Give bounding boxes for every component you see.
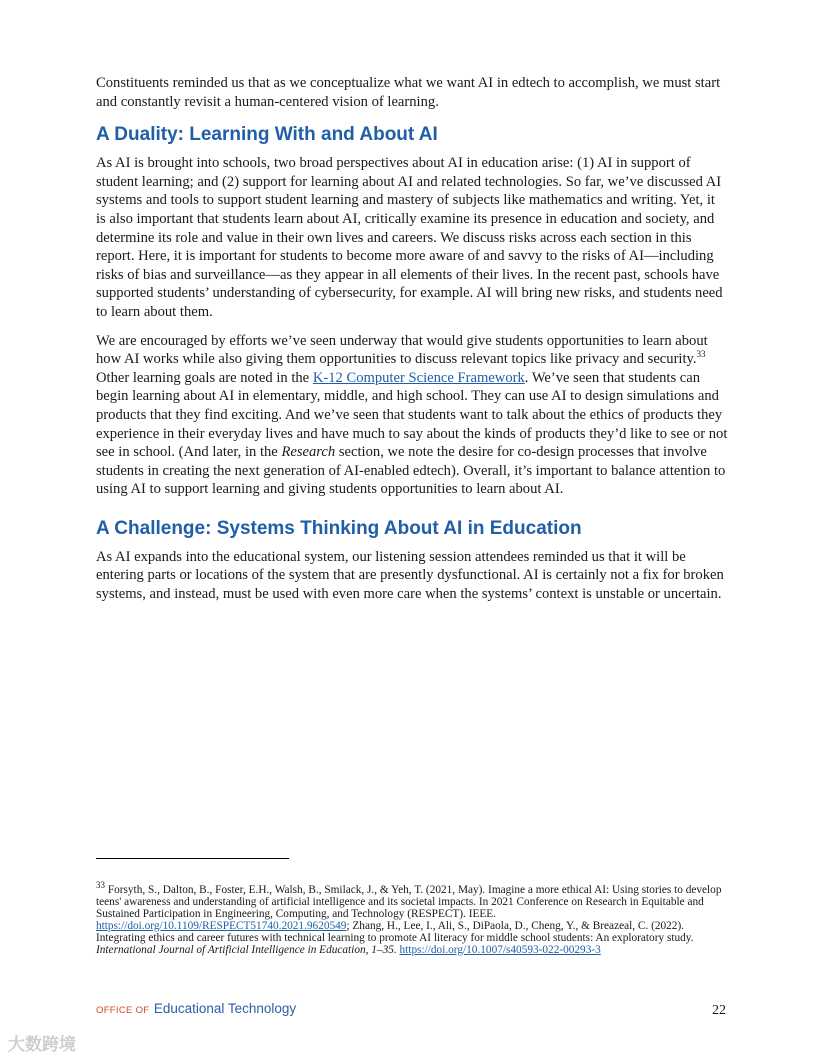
research-italic: Research xyxy=(281,444,336,461)
footnote-number: 33 xyxy=(96,880,105,891)
cs-framework-link[interactable]: K-12 Computer Science Framework xyxy=(312,369,525,386)
text: . We’ve seen that students can begin learning about AI in elementary, middle, and high school. They can use AI to design simulations and products that they find exciting. And we’ve seen that students want to talk about the ethics of products they experience in their everyday lives and have much to say about the kinds of products they’d like to see or not see in school. (And later, in the xyxy=(96,369,728,461)
text: Forsyth, S., Dalton, B., Foster, E.H., Walsh, B., Smilack, J., & Yeh, T. (2021, May). Imagine a more ethical AI: Using stories to develop teens' awareness and understanding of artificial intelligence and its societal impacts. In 2021 Conference on Research in Equitable and Sustained Participation in Engineering, Computing, and Technology (RESPECT). IEEE. xyxy=(96,884,722,920)
watermark: 大数跨境 xyxy=(8,1035,76,1055)
footer-name: Educational Technology xyxy=(153,1001,297,1016)
footer-office: OFFICE OF xyxy=(96,1005,150,1016)
intro-paragraph: Constituents reminded us that as we conceptualize what we want AI in edtech to accomplish, we must start and constantly revisit a human-centered vision of learning. xyxy=(96,75,721,110)
section-heading-duality: A Duality: Learning With and About AI xyxy=(96,124,438,146)
footnote-ref[interactable]: 33 xyxy=(696,349,706,360)
text: section, we note the desire for co-design processes that involve students in creating the next generation of AI-enabled edtech). Overall, it’s important to balance attention to using AI to support learning and giving students opportunities to learn about AI. xyxy=(96,444,726,498)
doi-link-2[interactable]: https://doi.org/10.1007/s40593-022-00293-3 xyxy=(399,943,601,956)
page-number: 22 xyxy=(712,1003,726,1018)
journal-title: International Journal of Artificial Intelligence in Education, 1–35. xyxy=(96,943,397,956)
challenge-paragraph: As AI expands into the educational system, our listening session attendees reminded us that it will be entering parts or locations of the system that are presently dysfunctional. AI is certainly not a fix for broken systems, and instead, must be used with even more care when the systems’ context is unstable or uncertain. xyxy=(96,548,724,603)
footnote-33 xyxy=(96,880,726,956)
footnote-divider xyxy=(96,858,289,859)
text: ; Zhang, H., Lee, I., Ali, S., DiPaola, D., Cheng, Y., & Breazeal, C. (2022). Integrating ethics and career futures with technical learning to promote AI literacy for middle school students: An exploratory study. xyxy=(96,919,694,944)
doi-link-1[interactable]: https://doi.org/10.1109/RESPECT51740.2021.9620549 xyxy=(96,919,347,932)
text: We are encouraged by efforts we’ve seen underway that would give students opportunities to learn about how AI works while also giving them opportunities to discuss relevant topics like privacy and security. xyxy=(96,332,708,368)
duality-paragraph-2 xyxy=(96,332,728,499)
section-heading-challenge: A Challenge: Systems Thinking About AI in Education xyxy=(96,517,582,539)
footer-logo xyxy=(96,1000,296,1018)
text: Other learning goals are noted in the xyxy=(96,369,313,386)
duality-paragraph-1: As AI is brought into schools, two broad perspectives about AI in education arise: (1) AI in support of student learning; and (2) support for learning about AI and related technologies. So far, we’ve discussed AI systems and tools to support student learning and mastery of subjects like mathematics and writing. Yet, it is also important that students learn about AI, critically examine its presence in education and society, and determine its role and value in their own lives and careers. We discuss risks across each section in this report. Here, it is important for students to become more aware of and savvy to the risks of AI—including risks of bias and surveillance—as they appear in all elements of their lives. In the recent past, schools have supported students’ understanding of cybersecurity, for example. AI will bring new risks, and students need to learn about them. xyxy=(96,155,723,320)
page-body xyxy=(96,74,728,614)
